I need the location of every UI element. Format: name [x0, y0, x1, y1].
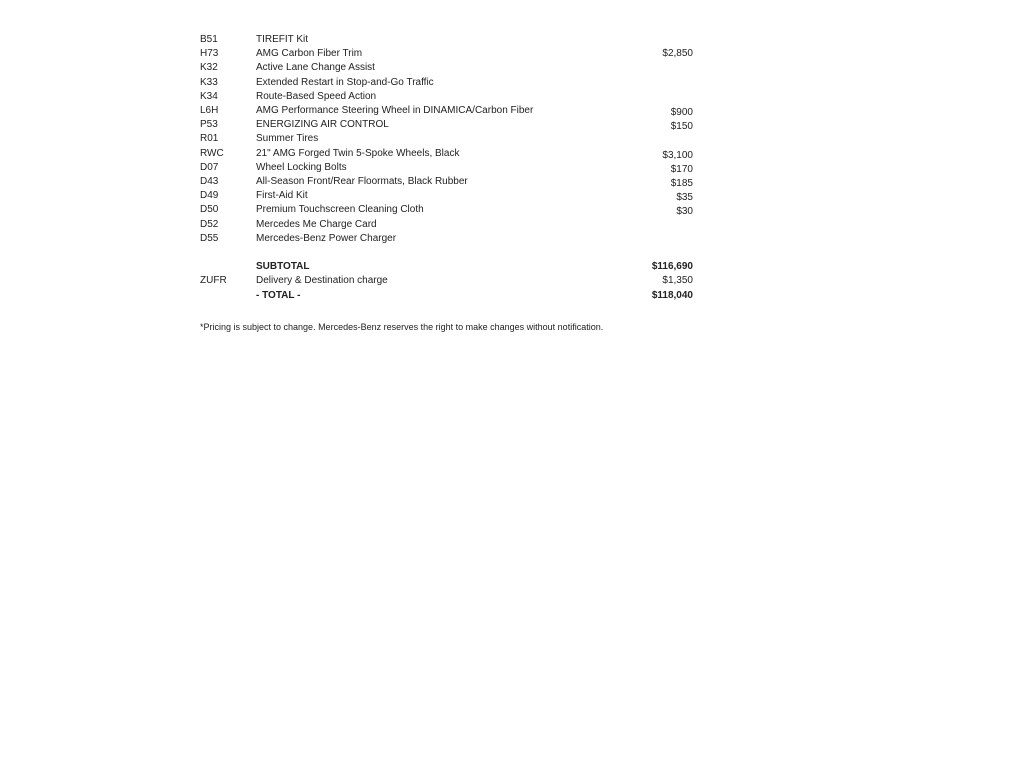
option-description: TIREFIT Kit — [256, 34, 309, 45]
option-description: Wheel Locking Bolts — [256, 161, 347, 173]
option-row — [0, 161, 1024, 175]
option-description: Active Lane Change Assist — [256, 62, 375, 74]
option-row — [0, 47, 1024, 61]
option-code: H73 — [200, 48, 219, 60]
option-description: Premium Touchscreen Cleaning Cloth — [256, 204, 424, 216]
option-code: K33 — [200, 76, 218, 88]
option-code: RWC — [200, 147, 224, 159]
option-description: ENERGIZING AIR CONTROL — [256, 119, 389, 131]
option-row — [0, 61, 1024, 75]
option-code: D49 — [200, 190, 219, 202]
option-row — [0, 175, 1024, 189]
option-price: $30 — [676, 206, 693, 218]
option-row — [0, 203, 1024, 217]
option-code: R01 — [200, 133, 219, 145]
option-price: $2,850 — [662, 48, 693, 60]
option-price: $35 — [676, 192, 693, 204]
option-row — [0, 76, 1024, 90]
option-price: $170 — [670, 163, 693, 175]
option-code: D55 — [200, 232, 219, 244]
option-code: B51 — [200, 34, 218, 45]
subtotal-row — [0, 260, 1024, 274]
option-description: 21" AMG Forged Twin 5-Spoke Wheels, Black — [256, 147, 460, 159]
option-description: Route-Based Speed Action — [256, 90, 377, 102]
option-row — [0, 104, 1024, 118]
option-code: D50 — [200, 204, 219, 216]
option-code: P53 — [200, 119, 218, 131]
option-code: K34 — [200, 90, 218, 102]
option-description: Mercedes Me Charge Card — [256, 218, 377, 230]
option-row — [0, 147, 1024, 161]
option-row — [0, 118, 1024, 132]
pricing-disclaimer: *Pricing is subject to change. Mercedes-Benz reserves the right to make changes without notification. — [200, 322, 604, 332]
option-description: AMG Performance Steering Wheel in DINAMICA/Carbon Fiber — [256, 105, 534, 116]
option-description: Mercedes-Benz Power Charger — [256, 232, 397, 244]
option-price: $3,100 — [662, 149, 693, 161]
option-price: $900 — [670, 107, 693, 118]
delivery-code: ZUFR — [200, 275, 227, 286]
option-price: $185 — [670, 178, 693, 189]
option-description: Summer Tires — [256, 133, 319, 145]
subtotal-label: SUBTOTAL — [256, 261, 310, 272]
total-value: $118,040 — [651, 290, 693, 301]
option-row — [0, 90, 1024, 104]
subtotal-value: $116,690 — [651, 261, 693, 272]
option-row — [0, 33, 1024, 47]
option-description: Extended Restart in Stop-and-Go Traffic — [256, 76, 434, 88]
option-code: D07 — [200, 161, 219, 173]
total-label: - TOTAL - — [256, 290, 301, 301]
option-row — [0, 232, 1024, 246]
delivery-value: $1,350 — [662, 275, 693, 286]
option-price: $150 — [670, 121, 693, 133]
option-description: AMG Carbon Fiber Trim — [256, 48, 363, 60]
option-code: D52 — [200, 218, 219, 230]
option-row — [0, 189, 1024, 203]
option-code: K32 — [200, 62, 218, 74]
option-code: L6H — [200, 105, 219, 116]
total-row — [0, 289, 1024, 303]
delivery-label: Delivery & Destination charge — [256, 275, 388, 286]
option-code: D43 — [200, 176, 219, 187]
option-row — [0, 218, 1024, 232]
option-description: First-Aid Kit — [256, 190, 308, 202]
delivery-row — [0, 274, 1024, 288]
option-row — [0, 132, 1024, 146]
option-description: All-Season Front/Rear Floormats, Black Rubber — [256, 176, 468, 187]
